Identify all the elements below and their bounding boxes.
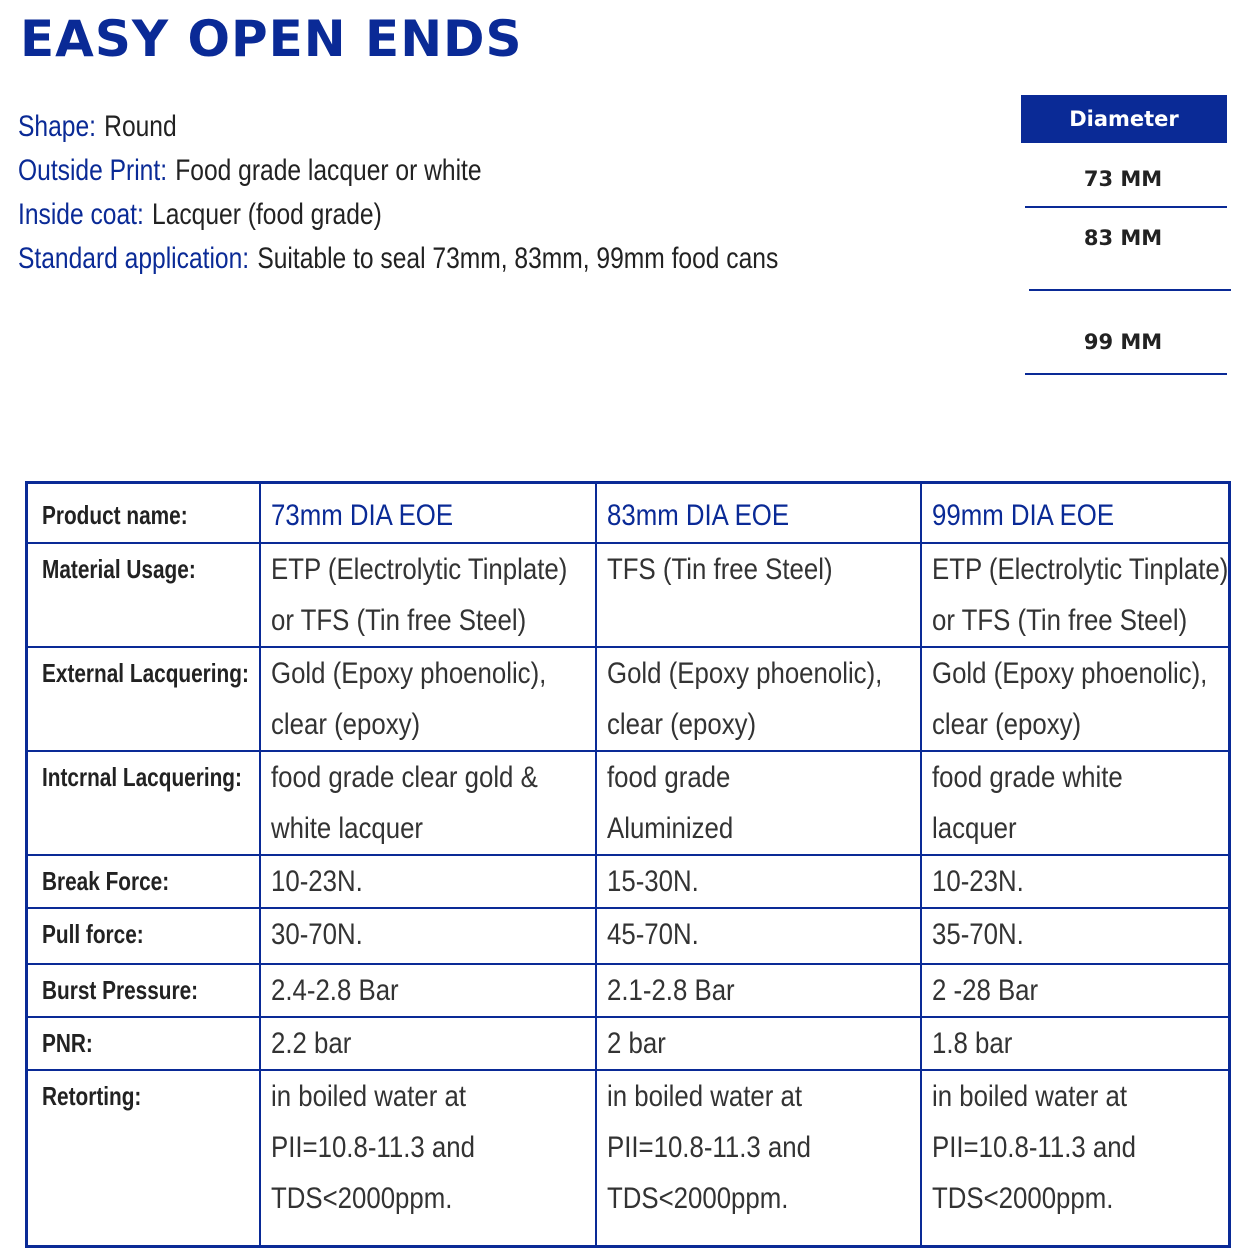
- table-row-internal-lacquering: [27, 751, 1230, 855]
- table-cell: 45-70N.: [596, 908, 921, 964]
- row-label: Break Force:: [27, 855, 260, 908]
- spec-value: Lacquer (food grade): [152, 198, 382, 231]
- row-label: PNR:: [27, 1017, 260, 1070]
- spec-inside-coat: [18, 193, 778, 237]
- table-cell: in boiled water at PII=10.8-11.3 and TDS<2000ppm.: [921, 1070, 1230, 1247]
- table-cell: in boiled water at PII=10.8-11.3 and TDS<2000ppm.: [260, 1070, 596, 1247]
- table-cell: 83mm DIA EOE: [596, 483, 921, 543]
- diameter-divider: [1029, 289, 1231, 291]
- spec-shape: [18, 105, 778, 149]
- row-label: Burst Pressure:: [27, 964, 260, 1017]
- spec-key: Shape:: [18, 110, 96, 143]
- row-label: External Lacquering:: [27, 647, 260, 751]
- table-row-product-name: [27, 483, 1230, 543]
- row-label: Material Usage:: [27, 543, 260, 647]
- row-label: Retorting:: [27, 1070, 260, 1247]
- spec-outside-print: [18, 149, 778, 193]
- table-cell: 2.4-2.8 Bar: [260, 964, 596, 1017]
- table-cell: 99mm DIA EOE: [921, 483, 1230, 543]
- table-cell: 10-23N.: [921, 855, 1230, 908]
- table-row-material-usage: [27, 543, 1230, 647]
- table-row-burst-pressure: [27, 964, 1230, 1017]
- table-cell: TFS (Tin free Steel): [596, 543, 921, 647]
- table-cell: food grade clear gold & white lacquer: [260, 751, 596, 855]
- table-row-external-lacquering: [27, 647, 1230, 751]
- table-cell: 2.1-2.8 Bar: [596, 964, 921, 1017]
- table-cell: 15-30N.: [596, 855, 921, 908]
- row-label: Intcrnal Lacquering:: [27, 751, 260, 855]
- spec-key: Inside coat:: [18, 198, 144, 231]
- diameter-divider: [1025, 206, 1227, 208]
- page-title: EASY OPEN ENDS: [20, 10, 523, 68]
- row-label: Product name:: [27, 483, 260, 543]
- table-cell: Gold (Epoxy phoenolic), clear (epoxy): [260, 647, 596, 751]
- table-cell: in boiled water at PII=10.8-11.3 and TDS<2000ppm.: [596, 1070, 921, 1247]
- spec-value: Suitable to seal 73mm, 83mm, 99mm food cans: [257, 242, 779, 275]
- table-cell: ETP (Electrolytic Tinplate) or TFS (Tin free Steel): [921, 543, 1230, 647]
- diameter-item-99: 99 MM: [1083, 330, 1163, 354]
- row-label: Pull force:: [27, 908, 260, 964]
- diameter-item-73: 73 MM: [1083, 167, 1163, 191]
- spec-value: Round: [104, 110, 177, 143]
- table-row-retorting: [27, 1070, 1230, 1247]
- spec-value: Food grade lacquer or white: [175, 154, 482, 187]
- spec-list: [18, 105, 945, 281]
- table-cell: 2 -28 Bar: [921, 964, 1230, 1017]
- table-cell: 10-23N.: [260, 855, 596, 908]
- table-cell: Gold (Epoxy phoenolic), clear (epoxy): [596, 647, 921, 751]
- table-cell: ETP (Electrolytic Tinplate) or TFS (Tin free Steel): [260, 543, 596, 647]
- diameter-item-83: 83 MM: [1083, 226, 1163, 250]
- diameter-header: Diameter: [1021, 95, 1227, 143]
- table-row-break-force: [27, 855, 1230, 908]
- spec-key: Standard application:: [18, 242, 250, 275]
- table-cell: 35-70N.: [921, 908, 1230, 964]
- diameter-divider: [1025, 373, 1227, 375]
- table-row-pnr: [27, 1017, 1230, 1070]
- table-cell: 73mm DIA EOE: [260, 483, 596, 543]
- table-cell: Gold (Epoxy phoenolic), clear (epoxy): [921, 647, 1230, 751]
- table-cell: food grade white lacquer: [921, 751, 1230, 855]
- table-cell: 2 bar: [596, 1017, 921, 1070]
- table-cell: food grade Aluminized: [596, 751, 921, 855]
- table-row-pull-force: [27, 908, 1230, 964]
- spec-table-wrapper: [25, 481, 1231, 1248]
- spec-table: [25, 481, 1231, 1248]
- spec-key: Outside Print:: [18, 154, 168, 187]
- table-cell: 30-70N.: [260, 908, 596, 964]
- spec-standard-application: [18, 237, 778, 281]
- table-cell: 1.8 bar: [921, 1017, 1230, 1070]
- table-cell: 2.2 bar: [260, 1017, 596, 1070]
